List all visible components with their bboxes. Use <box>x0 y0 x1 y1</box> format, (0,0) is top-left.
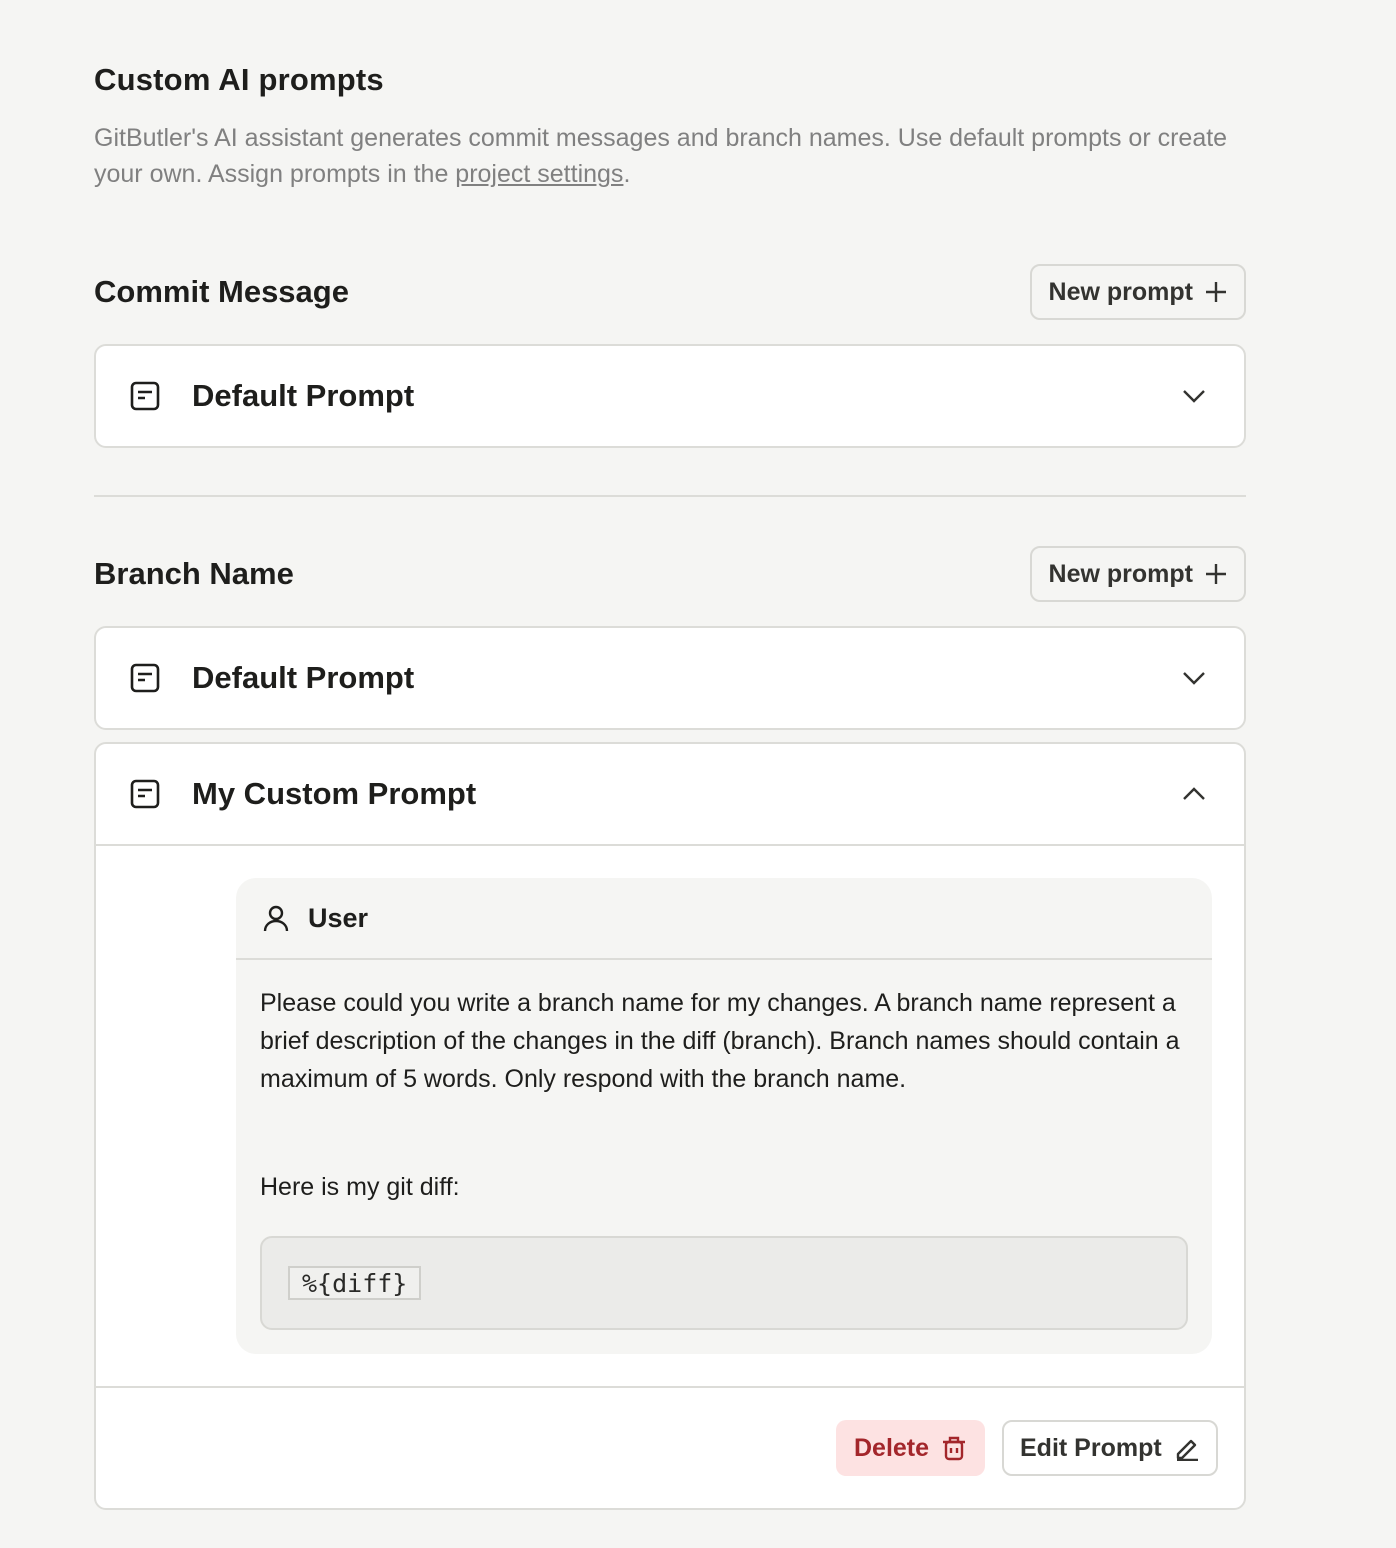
message-role-header <box>236 878 1212 960</box>
pencil-icon <box>1174 1435 1200 1461</box>
code-block <box>260 1236 1188 1330</box>
message-role: User <box>308 902 369 933</box>
branch-name-section-header <box>94 546 1246 602</box>
diff-variable: %{diff} <box>288 1266 421 1300</box>
my-custom-prompt-header[interactable] <box>96 744 1244 844</box>
document-icon <box>130 663 160 693</box>
delete-label: Delete <box>854 1433 930 1462</box>
page-title: Custom AI prompts <box>94 62 384 97</box>
description-text: GitButler's AI assistant generates commit messages and branch names. Use default prompts or create your own. Assign prompts in the <box>94 124 1228 188</box>
prompt-title: My Custom Prompt <box>192 776 477 811</box>
new-prompt-label: New prompt <box>1048 559 1193 588</box>
commit-message-section-header <box>94 264 1246 320</box>
plus-icon <box>1205 563 1227 585</box>
trash-icon <box>941 1435 967 1461</box>
delete-button[interactable] <box>836 1420 985 1476</box>
branch-name-title: Branch Name <box>94 556 294 591</box>
chevron-down-icon <box>1180 382 1208 410</box>
message-text-diff-intro: Here is my git diff: <box>260 1173 460 1201</box>
branch-default-prompt-card <box>94 626 1246 730</box>
page-description <box>94 120 1234 192</box>
edit-prompt-button[interactable] <box>1002 1420 1218 1476</box>
prompt-title: Default Prompt <box>192 378 415 413</box>
edit-label: Edit Prompt <box>1020 1433 1162 1462</box>
document-icon <box>130 381 160 411</box>
section-divider <box>94 495 1246 497</box>
prompt-title: Default Prompt <box>192 660 415 695</box>
message-text: Please could you write a branch name for my changes. A branch name represent a brief description of the changes in the diff (branch). Branch names should contain a maximum of 5 words. Only respond with the branch name. <box>260 989 1180 1093</box>
chevron-down-icon <box>1180 664 1208 692</box>
chevron-up-icon <box>1180 780 1208 808</box>
plus-icon <box>1205 281 1227 303</box>
user-message <box>236 878 1212 1354</box>
commit-default-prompt-card <box>94 344 1246 448</box>
prompt-body <box>96 844 1244 1386</box>
commit-default-prompt-header[interactable] <box>96 346 1244 446</box>
branch-default-prompt-header[interactable] <box>96 628 1244 728</box>
new-prompt-label: New prompt <box>1048 277 1193 306</box>
branch-new-prompt-button[interactable] <box>1030 546 1246 602</box>
commit-message-title: Commit Message <box>94 274 349 309</box>
document-icon <box>130 779 160 809</box>
commit-new-prompt-button[interactable] <box>1030 264 1246 320</box>
project-settings-link[interactable]: project settings <box>455 160 624 188</box>
description-suffix: . <box>623 160 631 188</box>
my-custom-prompt-card <box>94 742 1246 1510</box>
user-icon <box>262 904 290 932</box>
prompt-actions <box>96 1386 1244 1508</box>
